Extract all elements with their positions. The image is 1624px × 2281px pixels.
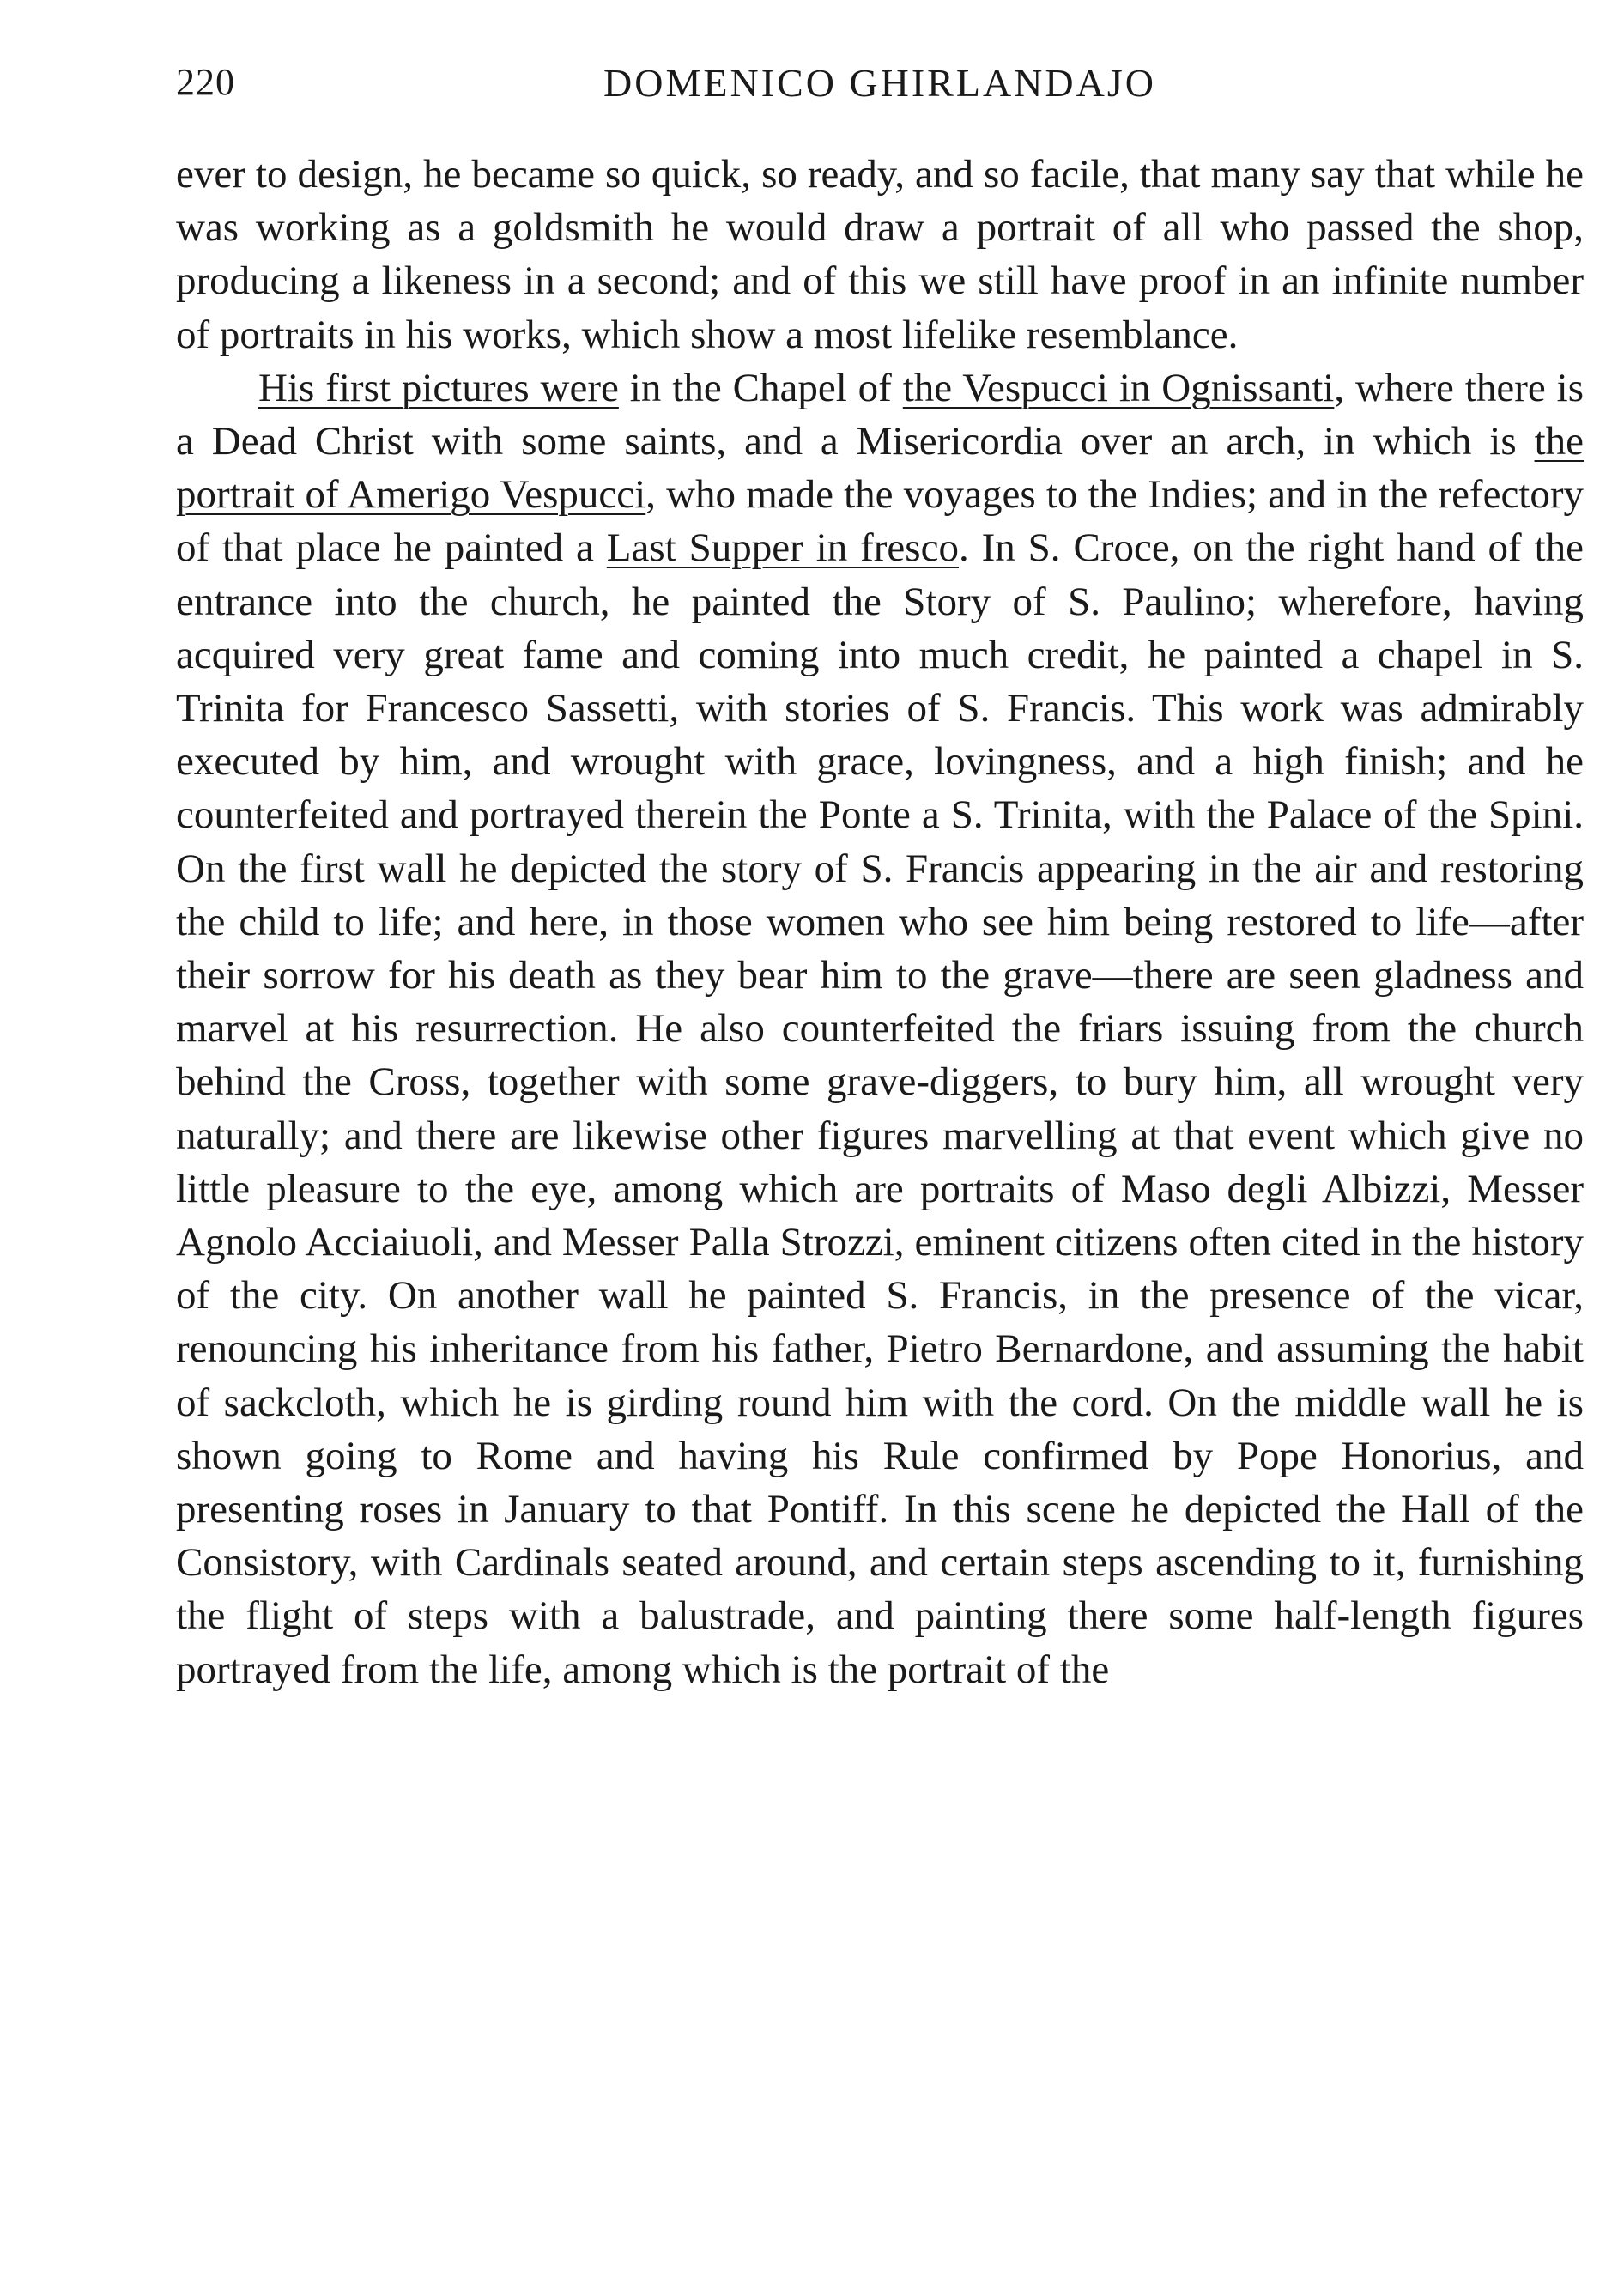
paragraph-2 [176, 361, 1584, 1696]
paragraph-2-text: , where there is a Dead Christ with some saints, and a Misericordia over an arch, in which is [176, 365, 1584, 464]
paragraph-2-text: , who made the voyages to the Indies; and in the refectory of that place he painted a [176, 472, 1585, 571]
underlined-phrase: His first pictures were [258, 365, 619, 410]
underlined-phrase: the Vespucci in Ognissanti [902, 365, 1335, 410]
underlined-phrase: Last Supper in fresco [606, 525, 959, 571]
running-head [176, 60, 1584, 129]
body-text [176, 148, 1584, 1696]
paragraph-2-text: . In S. Croce, on the right hand of the entrance into the church, he painted the Story of S. Paulino; wherefore, having acquired very great fame and coming into much credit, he painted a chapel in S. Trinita for Francesco Sassetti, with stories of S. Francis. This work was admirably executed by him, and wrought with grace, lovingness, and a high finish; and he counterfeited and portrayed therein the Ponte a S. Trinita, with the Palace of the Spini. On the first wall he depicted the story of S. Francis appearing in the air and restoring the child to life; and here, in those women who see him being restored to life—after their sorrow for his death as they bear him to the grave—there are seen gladness and marvel at his resurrection. He also counterfeited the friars issuing from the church behind the Cross, together with some grave-diggers, to bury him, all wrought very naturally; and there are likewise other figures marvelling at that event which give no little pleasure to the eye, among which are portraits of Maso degli Albizzi, Messer Agnolo Acciaiuoli, and Messer Palla Strozzi, eminent citizens often cited in the history of the city. On another wall he painted S. Francis, in the presence of the vicar, renouncing his inheritance from his father, Pietro Bernardone, and assuming the habit of sackcloth, which he is girding round him with the cord. On the middle wall he is shown going to Rome and having his Rule confirmed by Pope Honorius, and presenting roses in January to that Pontiff. In this scene he depicted the Hall of the Consistory, with Cardinals seated around, and certain steps ascending to it, furnishing the flight of steps with a balustrade, and painting there some half-length figures portrayed from the life, among which is the portrait of the [176, 525, 1584, 1692]
paragraph-2-text: in the Chapel of [618, 365, 903, 410]
underlined-phrase: the portrait of Amerigo Vespucci [176, 419, 1584, 518]
page-number: 220 [176, 61, 235, 103]
running-title: DOMENICO GHIRLANDAJO [603, 61, 1156, 105]
paragraph-1: ever to design, he became so quick, so ready, and so facile, that many say that while he was working as a goldsmith he would draw a portrait of all who passed the shop, producing a likeness in a second; and of this we still have proof in an infinite number of portraits in his works, which show a most lifelike resemblance. [176, 152, 1584, 357]
